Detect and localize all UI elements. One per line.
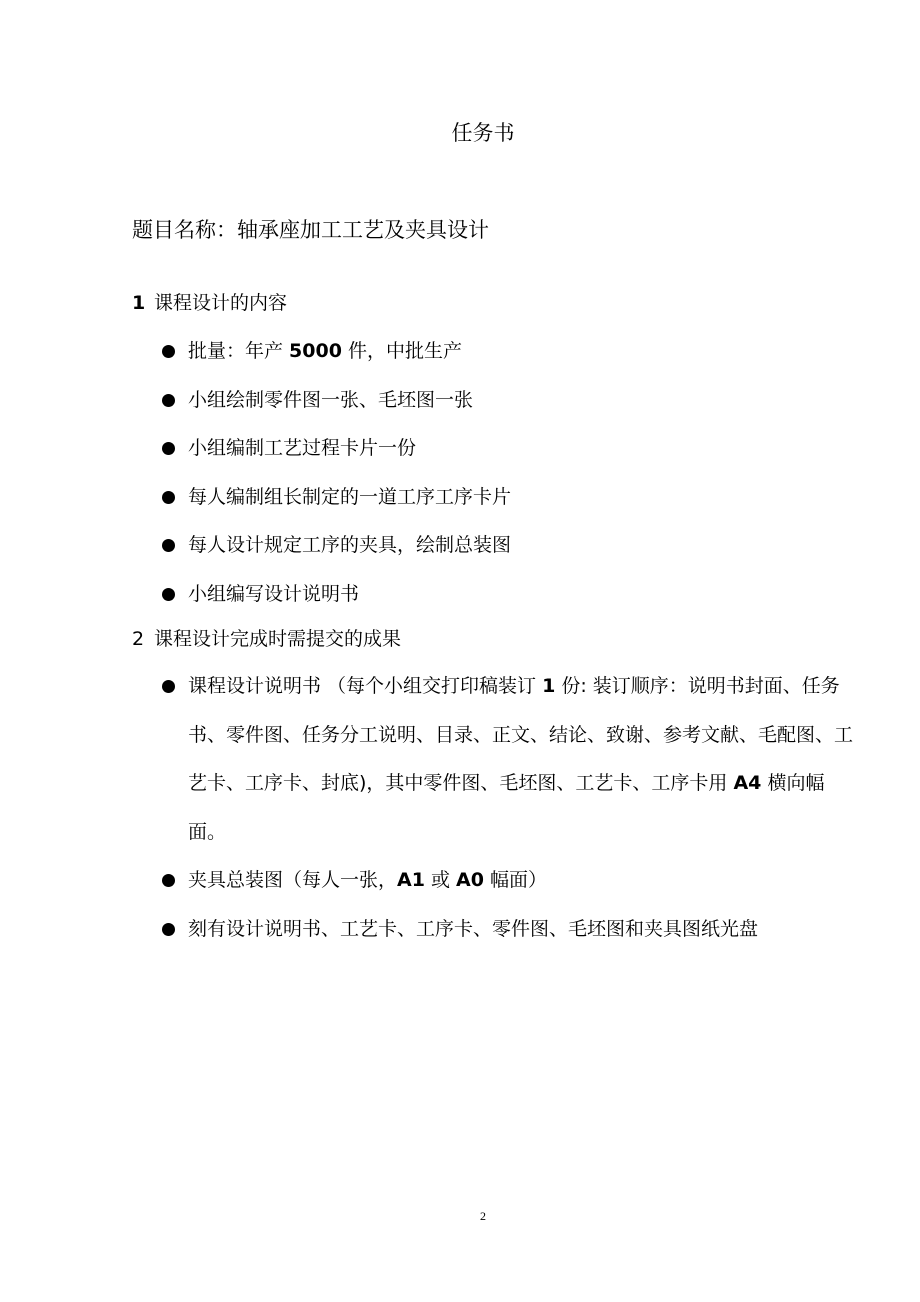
bullet-icon <box>162 874 175 887</box>
list-item-text: 刻有设计说明书、工艺卡、工序卡、零件图、毛坯图和夹具图纸光盘 <box>188 917 759 940</box>
list-item <box>160 866 860 894</box>
list-item <box>160 531 860 559</box>
section-heading-text: 课程设计的内容 <box>154 292 288 314</box>
bullet-icon <box>162 588 175 601</box>
list-item-text: 每人编制组长制定的一道工序工序卡片 <box>188 485 512 508</box>
page-number: 2 <box>480 1209 486 1223</box>
deliverables-list <box>160 672 860 963</box>
list-item-text: 小组绘制零件图一张、毛坯图一张 <box>188 388 474 411</box>
bullet-icon <box>162 539 175 552</box>
section-number: 2 <box>132 628 145 650</box>
list-item-text: 每人设计规定工序的夹具，绘制总装图 <box>188 534 512 556</box>
section-heading-text: 课程设计完成时需提交的成果 <box>154 628 402 650</box>
bullet-icon <box>162 345 175 358</box>
list-item <box>160 662 860 856</box>
list-item-text: 小组编写设计说明书 <box>188 582 360 605</box>
subject-title: 题目名称：轴承座加工工艺及夹具设计 <box>132 218 489 242</box>
list-item-text: 小组编制工艺过程卡片一份 <box>188 437 417 459</box>
list-item <box>160 915 860 943</box>
bullet-icon <box>162 680 175 693</box>
list-item <box>160 337 860 365</box>
bullet-icon <box>162 442 175 455</box>
list-item <box>160 580 860 608</box>
list-item-text: 课程设计说明书 （每个小组交打印稿装订 1 份: 装订顺序：说明书封面、任务书、零件图、任务分工说明、目录、正文、结论、致谢、参考文献、毛配图、工艺卡、工序卡、封底)，其中零件图、毛坯图、工艺卡、工序卡用 A4 横向幅面。 <box>188 675 854 843</box>
list-item <box>160 434 860 462</box>
bullet-icon <box>162 394 175 407</box>
bullet-icon <box>162 923 175 936</box>
section-heading <box>132 289 287 317</box>
list-item-text: 批量：年产 5000 件，中批生产 <box>188 340 462 362</box>
section-heading <box>132 625 401 653</box>
page-title: 任务书 <box>451 121 515 145</box>
list-item-text: 夹具总装图（每人一张，A1 或 A0 幅面） <box>188 869 548 891</box>
bullet-icon <box>162 491 175 504</box>
list-item <box>160 386 860 414</box>
content-list <box>160 337 860 628</box>
section-number: 1 <box>132 292 146 314</box>
list-item <box>160 483 860 511</box>
